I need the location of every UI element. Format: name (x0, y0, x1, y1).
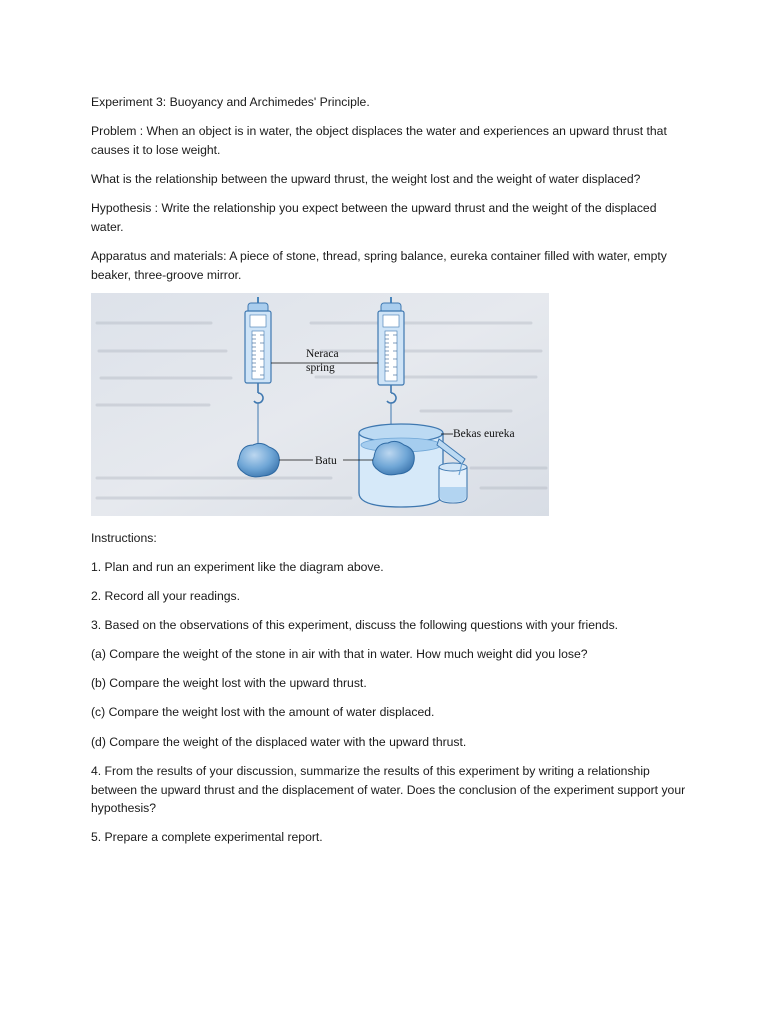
instructions-heading: Instructions: (91, 531, 157, 545)
hypothesis: Hypothesis : Write the relationship you expect between the upward thrust and the weight of the displaced water. (91, 201, 657, 234)
step-2: 2. Record all your readings. (91, 589, 241, 603)
step-3: 3. Based on the observations of this experiment, discuss the following questions with your friends. (91, 618, 619, 632)
experiment-title: Experiment 3: Buoyancy and Archimedes' Principle. (91, 95, 370, 109)
apparatus-diagram-svg (91, 293, 549, 516)
step-3d: (d) Compare the weight of the displaced water with the upward thrust. (91, 735, 467, 749)
apparatus-list: Apparatus and materials: A piece of stone, thread, spring balance, eureka container filled with water, empty beaker, three-groove mirror. (91, 249, 667, 282)
label-bekas-eureka: Bekas eureka (453, 428, 515, 440)
research-question: What is the relationship between the upward thrust, the weight lost and the weight of water displaced? (91, 172, 641, 186)
stone-left (238, 443, 280, 477)
step-5: 5. Prepare a complete experimental report. (91, 830, 323, 844)
apparatus-diagram (91, 293, 549, 516)
step-3c: (c) Compare the weight lost with the amount of water displaced. (91, 705, 435, 719)
stone-submerged (373, 441, 415, 475)
label-spring: spring (306, 362, 335, 374)
problem-statement: Problem : When an object is in water, the object displaces the water and experiences an upward thrust that causes it to lose weight. (91, 124, 667, 157)
label-batu: Batu (315, 455, 337, 467)
step-3b: (b) Compare the weight lost with the upward thrust. (91, 676, 367, 690)
step-3a: (a) Compare the weight of the stone in air with that in water. How much weight did you lose? (91, 647, 588, 661)
step-4: 4. From the results of your discussion, summarize the results of this experiment by writing a relationship between the upward thrust and the displacement of water. Does the conclusion of the experiment support your hypothesis? (91, 764, 686, 815)
label-neraca: Neraca (306, 348, 339, 360)
step-1: 1. Plan and run an experiment like the diagram above. (91, 560, 384, 574)
beaker (439, 463, 467, 503)
